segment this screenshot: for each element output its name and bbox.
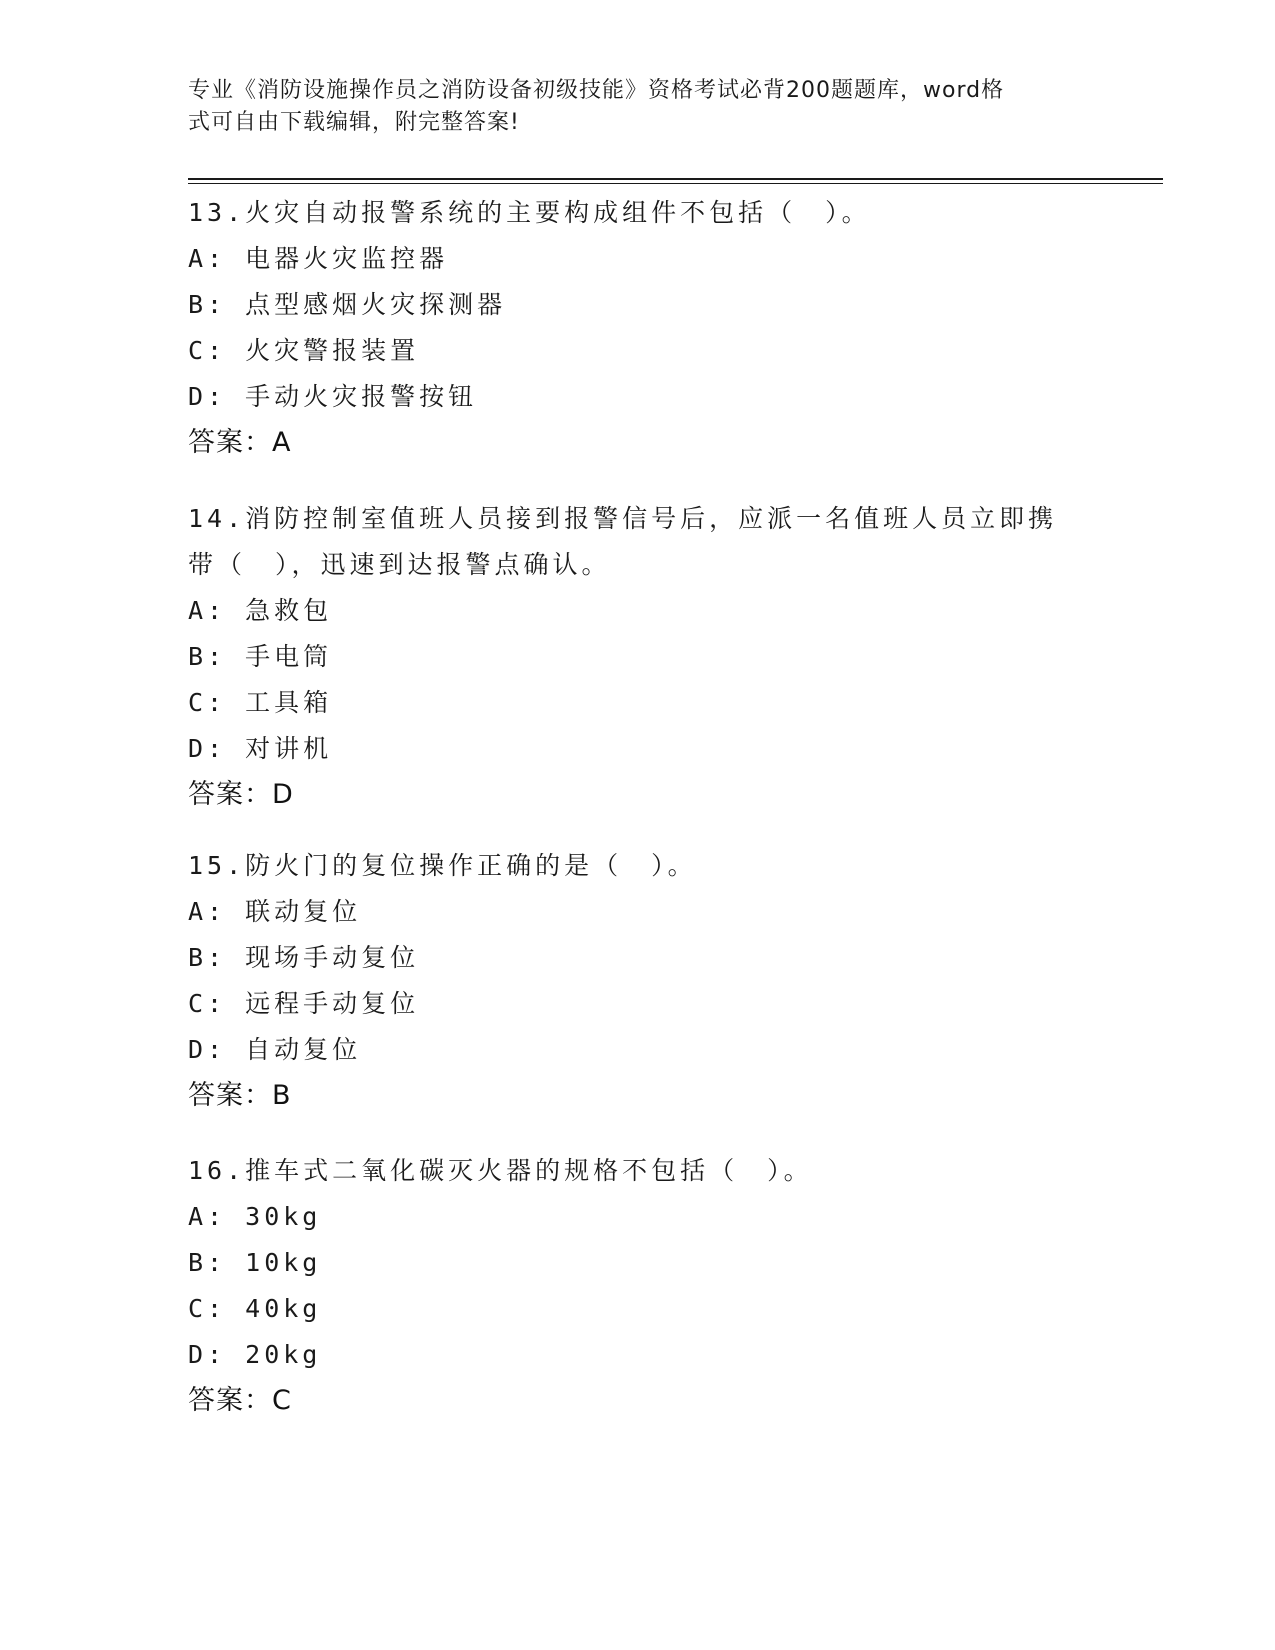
answer-text: 答案：D — [188, 779, 294, 810]
header-divider-thin — [188, 183, 1163, 184]
option-a: A: 电器火灾监控器 — [188, 244, 449, 273]
answer-text: 答案：B — [188, 1080, 292, 1111]
header-divider-thick — [188, 178, 1163, 180]
option-b: B: 10kg — [188, 1248, 322, 1277]
question-16 — [188, 1148, 1108, 1424]
answer-text: 答案：C — [188, 1385, 292, 1416]
option-c: C: 远程手动复位 — [188, 989, 420, 1018]
option-c: C: 火灾警报装置 — [188, 336, 420, 365]
question-14 — [188, 496, 1073, 818]
answer-text: 答案：A — [188, 427, 292, 458]
option-c: C: 40kg — [188, 1294, 322, 1323]
header-line-2: 式可自由下载编辑，附完整答案! — [188, 110, 520, 135]
header-line-1: 专业《消防设施操作员之消防设备初级技能》资格考试必背200题题库，word格 — [188, 78, 1005, 103]
question-15 — [188, 843, 1108, 1119]
question-stem: 15.防火门的复位操作正确的是（ ）。 — [188, 851, 697, 880]
option-d: D: 对讲机 — [188, 734, 333, 763]
question-stem: 14.消防控制室值班人员接到报警信号后，应派一名值班人员立即携带（ ），迅速到达报警点确认。 — [188, 504, 1058, 579]
question-stem: 16.推车式二氧化碳灭火器的规格不包括（ ）。 — [188, 1156, 813, 1185]
option-b: B: 现场手动复位 — [188, 943, 420, 972]
option-d: D: 手动火灾报警按钮 — [188, 382, 478, 411]
option-a: A: 急救包 — [188, 596, 333, 625]
option-b: B: 手电筒 — [188, 642, 333, 671]
question-stem: 13.火灾自动报警系统的主要构成组件不包括（ ）。 — [188, 198, 871, 227]
document-header — [188, 75, 1068, 139]
question-13 — [188, 190, 1108, 466]
option-c: C: 工具箱 — [188, 688, 333, 717]
option-a: A: 联动复位 — [188, 897, 362, 926]
option-d: D: 20kg — [188, 1340, 322, 1369]
option-b: B: 点型感烟火灾探测器 — [188, 290, 507, 319]
option-a: A: 30kg — [188, 1202, 322, 1231]
option-d: D: 自动复位 — [188, 1035, 362, 1064]
